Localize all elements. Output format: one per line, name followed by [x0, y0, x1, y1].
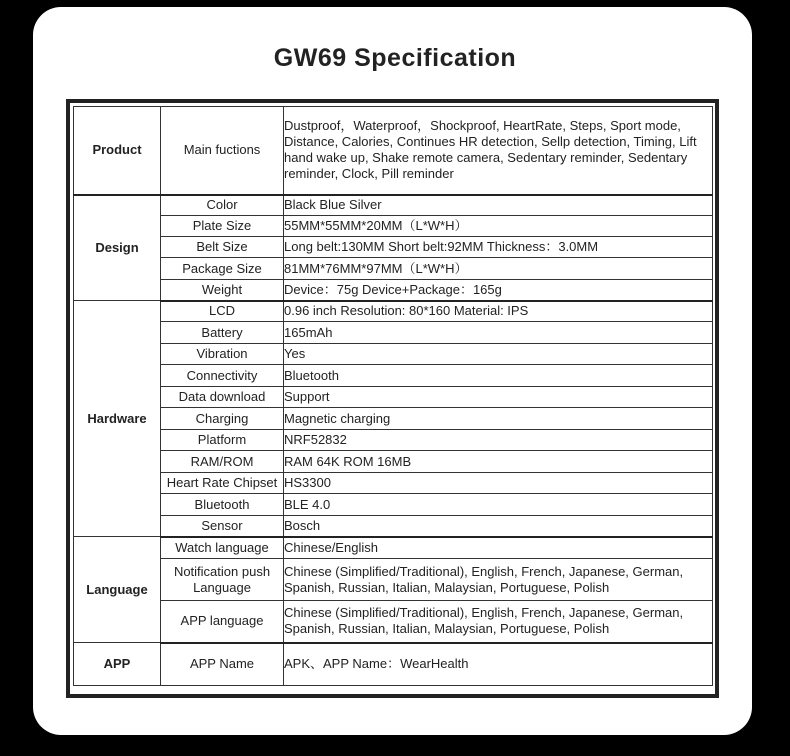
spec-label: RAM/ROM	[161, 451, 284, 473]
spec-label: Charging	[161, 408, 284, 430]
spec-label: APP Name	[161, 643, 284, 686]
table-row	[74, 473, 713, 494]
category-app: APP	[74, 643, 161, 686]
spec-label: Watch language	[161, 537, 284, 559]
spec-label: Vibration	[161, 344, 284, 365]
table-row	[74, 559, 713, 601]
spec-label: Bluetooth	[161, 494, 284, 516]
spec-label: Weight	[161, 280, 284, 301]
table-row	[74, 516, 713, 537]
table-row	[74, 301, 713, 322]
table-row	[74, 537, 713, 559]
category-design: Design	[74, 195, 161, 301]
table-row	[74, 195, 713, 216]
table-row	[74, 408, 713, 430]
table-row	[74, 280, 713, 301]
spec-label: Data download	[161, 387, 284, 408]
table-row	[74, 387, 713, 408]
spec-label: Platform	[161, 430, 284, 451]
spec-value: Support	[284, 387, 713, 408]
spec-label: Notification push Language	[161, 559, 284, 601]
table-row	[74, 107, 713, 195]
table-row	[74, 643, 713, 686]
table-row	[74, 430, 713, 451]
category-product: Product	[74, 107, 161, 195]
spec-label: Belt Size	[161, 237, 284, 258]
table-row	[74, 322, 713, 344]
spec-value: 55MM*55MM*20MM（L*W*H）	[284, 216, 713, 237]
spec-value: Long belt:130MM Short belt:92MM Thickness：3.0MM	[284, 237, 713, 258]
spec-label: Heart Rate Chipset	[161, 473, 284, 494]
page-title: GW69 Specification	[273, 44, 517, 72]
spec-label: APP language	[161, 601, 284, 643]
spec-value: Bosch	[284, 516, 713, 537]
spec-label: Color	[161, 195, 284, 216]
spec-value: Yes	[284, 344, 713, 365]
table-row	[74, 258, 713, 280]
table-row	[74, 216, 713, 237]
spec-label: Battery	[161, 322, 284, 344]
spec-value: Black Blue Silver	[284, 195, 713, 216]
spec-value: BLE 4.0	[284, 494, 713, 516]
spec-value: Bluetooth	[284, 365, 713, 387]
spec-value: 81MM*76MM*97MM（L*W*H）	[284, 258, 713, 280]
spec-value: 165mAh	[284, 322, 713, 344]
spec-value: APK、APP Name：WearHealth	[284, 643, 713, 686]
spec-label: Main fuctions	[161, 107, 284, 195]
table-row	[74, 494, 713, 516]
spec-value: Chinese/English	[284, 537, 713, 559]
spec-label: Plate Size	[161, 216, 284, 237]
category-hardware: Hardware	[74, 301, 161, 537]
spec-table	[73, 106, 713, 686]
table-row	[74, 451, 713, 473]
spec-label: Connectivity	[161, 365, 284, 387]
table-row	[74, 601, 713, 643]
spec-value: HS3300	[284, 473, 713, 494]
table-row	[74, 365, 713, 387]
table-row	[74, 237, 713, 258]
spec-label: LCD	[161, 301, 284, 322]
spec-value: Dustproof，Waterproof，Shockproof, HeartRate, Steps, Sport mode, Distance, Calories, Continues HR detection, Sellp detection, Timing, Lift hand wake up, Shake remote camera, Sedentary reminder, Sedentary reminder, Clock, Pill reminder	[284, 107, 713, 195]
spec-value: RAM 64K ROM 16MB	[284, 451, 713, 473]
spec-value: Magnetic charging	[284, 408, 713, 430]
spec-value: 0.96 inch Resolution: 80*160 Material: IPS	[284, 301, 713, 322]
spec-value: Chinese (Simplified/Traditional), English, French, Japanese, German, Spanish, Russian, Italian, Malaysian, Portuguese, Polish	[284, 601, 713, 643]
table-row	[74, 344, 713, 365]
category-language: Language	[74, 537, 161, 643]
spec-label: Package Size	[161, 258, 284, 280]
spec-value: Chinese (Simplified/Traditional), English, French, Japanese, German, Spanish, Russian, Italian, Malaysian, Portuguese, Polish	[284, 559, 713, 601]
spec-value: Device：75g Device+Package：165g	[284, 280, 713, 301]
spec-label: Sensor	[161, 516, 284, 537]
spec-value: NRF52832	[284, 430, 713, 451]
